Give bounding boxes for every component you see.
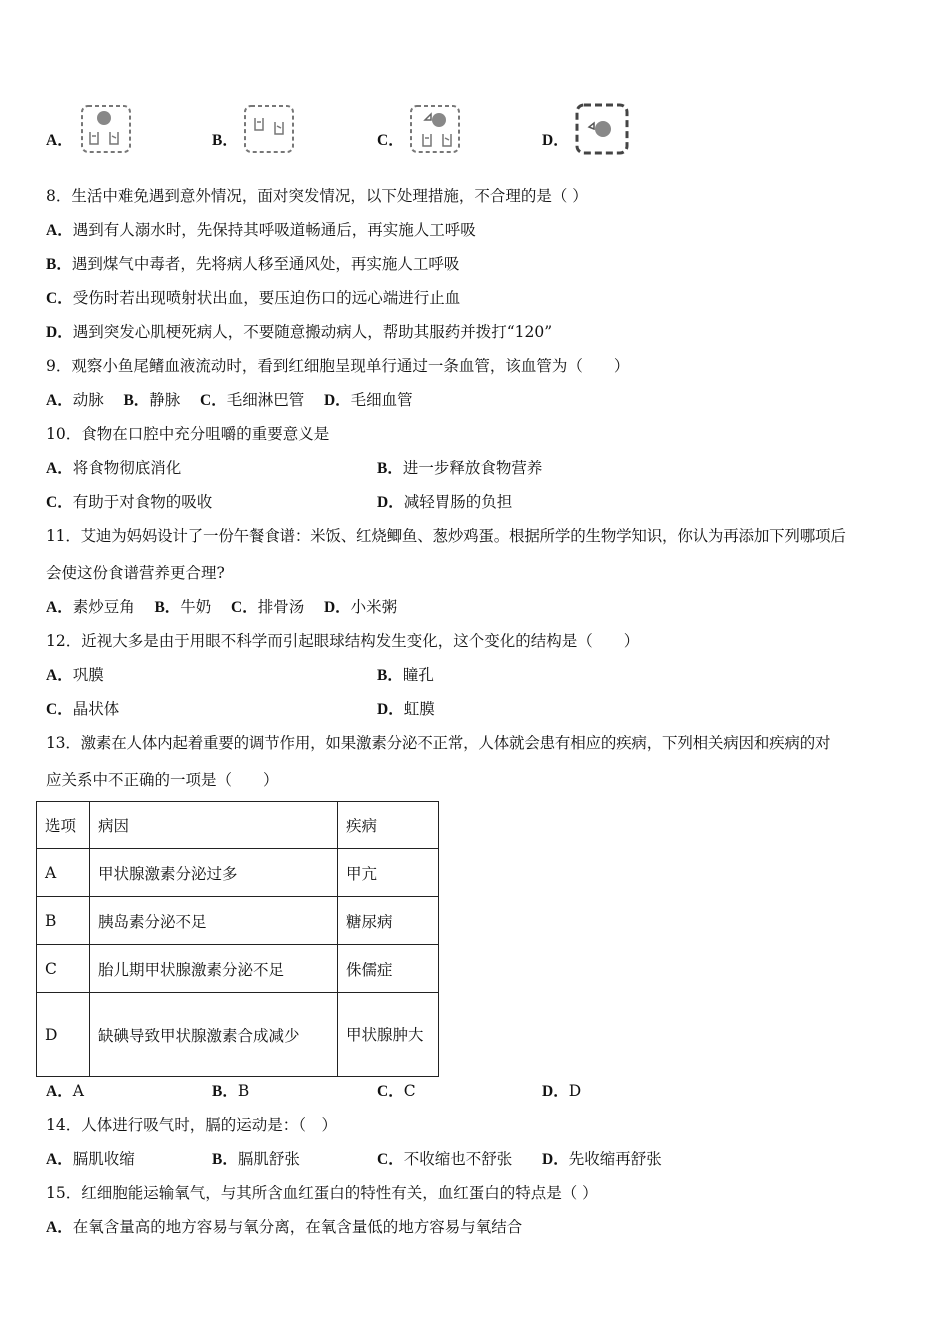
two-cups-icon xyxy=(243,104,295,154)
q11-stem-line2: 会使这份食谱营养更合理? xyxy=(46,564,225,582)
q8-stem: 8．生活中难免遇到意外情况，面对突发情况，以下处理措施，不合理的是（ ） xyxy=(46,187,588,205)
option-letter: B． xyxy=(377,667,403,684)
q13-stem-line1: 13．激素在人体内起着重要的调节作用，如果激素分泌不正常，人体就会患有相应的疾病，下列相关病因和疾病的对 xyxy=(46,734,831,752)
circle-arrow-cups-icon xyxy=(409,104,461,154)
figure-option-d-label: D． xyxy=(542,132,569,149)
table-cell: 侏儒症 xyxy=(338,945,439,993)
option-letter: B． xyxy=(123,392,150,409)
option-letter: C． xyxy=(46,494,73,511)
table-row xyxy=(37,993,439,1077)
table-cell: 甲状腺激素分泌过多 xyxy=(90,849,338,897)
option-text: 小米粥 xyxy=(350,598,398,616)
figure-c-diagram xyxy=(409,104,461,158)
option-letter: A． xyxy=(46,667,73,684)
option-text: 受伤时若出现喷射状出血，要压迫伤口的远心端进行止血 xyxy=(72,289,461,307)
option-letter: A． xyxy=(46,1219,73,1236)
q12-option-c xyxy=(46,699,119,720)
table-header-cell: 选项 xyxy=(37,802,90,849)
option-letter: B． xyxy=(377,460,403,477)
q13-option-a xyxy=(46,1081,84,1102)
option-text: 不收缩也不舒张 xyxy=(403,1150,513,1168)
option-text: A xyxy=(72,1082,84,1100)
q10-option-a xyxy=(46,458,181,479)
option-letter: B． xyxy=(46,256,72,273)
option-text: C xyxy=(403,1082,416,1100)
circle-arrow-icon xyxy=(575,103,629,155)
table-cell: D xyxy=(37,993,90,1077)
table-cell: A xyxy=(37,849,90,897)
q8-option-a xyxy=(46,220,476,241)
q12-option-b xyxy=(377,665,434,686)
option-letter: A． xyxy=(46,599,73,616)
q8-option-b xyxy=(46,254,459,275)
figure-b-diagram xyxy=(243,104,295,158)
option-text: 先收缩再舒张 xyxy=(568,1150,662,1168)
option-text: 在氧含量高的地方容易与氧分离，在氧含量低的地方容易与氧结合 xyxy=(72,1218,523,1236)
table-header-cell: 疾病 xyxy=(338,802,439,849)
option-text: 遇到煤气中毒者，先将病人移至通风处，再实施人工呼吸 xyxy=(71,255,460,273)
table-cell: 缺碘导致甲状腺激素合成减少 xyxy=(90,993,338,1077)
option-letter: C． xyxy=(200,392,227,409)
q8-option-d xyxy=(46,322,552,343)
option-text: 晶状体 xyxy=(72,700,120,718)
option-letter: A． xyxy=(46,1083,73,1100)
option-letter: A． xyxy=(46,392,73,409)
table-cell: 糖尿病 xyxy=(338,897,439,945)
q14-option-d xyxy=(542,1149,662,1170)
table-row xyxy=(37,897,439,945)
table-header-row xyxy=(37,802,439,849)
q11-options xyxy=(46,597,397,618)
option-text: 毛细血管 xyxy=(350,391,413,409)
table-cell: 甲状腺肿大 xyxy=(338,993,439,1077)
option-letter: D． xyxy=(46,324,73,341)
option-letter: D． xyxy=(542,1151,569,1168)
option-text: 膈肌收缩 xyxy=(72,1150,135,1168)
option-text: 进一步释放食物营养 xyxy=(402,459,543,477)
circle-with-cups-icon xyxy=(80,104,132,154)
option-letter: C． xyxy=(377,1151,404,1168)
table-row xyxy=(37,945,439,993)
q8-option-c xyxy=(46,288,460,309)
option-letter: D． xyxy=(377,494,404,511)
q13-table xyxy=(36,801,439,1077)
option-text: 瞳孔 xyxy=(402,666,434,684)
q15-option-a xyxy=(46,1217,522,1238)
figure-a-diagram xyxy=(80,104,132,158)
q15-stem: 15．红细胞能运输氧气，与其所含血红蛋白的特性有关，血红蛋白的特点是（ ） xyxy=(46,1184,598,1202)
option-letter: B． xyxy=(212,1151,238,1168)
table-cell: 甲亢 xyxy=(338,849,439,897)
q13-option-c xyxy=(377,1081,416,1102)
option-letter: A． xyxy=(46,1151,73,1168)
option-letter: B． xyxy=(154,599,181,616)
q10-option-c xyxy=(46,492,212,513)
option-letter: D． xyxy=(323,599,351,616)
option-letter: B． xyxy=(212,1083,238,1100)
option-text: 虹膜 xyxy=(403,700,435,718)
option-text: 动脉 xyxy=(72,391,104,409)
option-letter: C． xyxy=(46,290,73,307)
q14-stem: 14．人体进行吸气时，膈的运动是：（ ） xyxy=(46,1116,337,1134)
option-letter: A． xyxy=(46,460,73,477)
option-text: B xyxy=(237,1082,250,1100)
q10-stem: 10．食物在口腔中充分咀嚼的重要意义是 xyxy=(46,425,330,443)
figure-option-a-label: A． xyxy=(46,132,73,149)
option-text: 排骨汤 xyxy=(257,598,305,616)
option-letter: D． xyxy=(323,392,351,409)
option-text: 遇到突发心肌梗死病人，不要随意搬动病人，帮助其服药并拨打“120” xyxy=(72,323,553,341)
option-letter: C． xyxy=(46,701,73,718)
q14-option-c xyxy=(377,1149,512,1170)
q13-option-d xyxy=(542,1081,581,1102)
option-text: D xyxy=(568,1082,582,1100)
option-text: 膈肌舒张 xyxy=(237,1150,300,1168)
figure-option-c-label: C． xyxy=(377,132,404,149)
option-text: 毛细淋巴管 xyxy=(226,391,305,409)
q9-stem: 9．观察小鱼尾鳍血液流动时，看到红细胞呈现单行通过一条血管，该血管为（ ） xyxy=(46,357,630,375)
q10-option-d xyxy=(377,492,512,513)
option-text: 遇到有人溺水时，先保持其呼吸道畅通后，再实施人工呼吸 xyxy=(72,221,476,239)
figure-option-b-label: B． xyxy=(212,132,238,149)
q12-option-a xyxy=(46,665,104,686)
q14-option-b xyxy=(212,1149,300,1170)
q10-option-b xyxy=(377,458,542,479)
q13-option-b xyxy=(212,1081,249,1102)
q11-stem-line1: 11．艾迪为妈妈设计了一份午餐食谱：米饭、红烧鲫鱼、葱炒鸡蛋。根据所学的生物学知识，你认为再添加下列哪项后 xyxy=(46,527,846,545)
table-row xyxy=(37,849,439,897)
option-letter: A． xyxy=(46,222,73,239)
q14-option-a xyxy=(46,1149,135,1170)
table-cell: 胎儿期甲状腺激素分泌不足 xyxy=(90,945,338,993)
option-letter: D． xyxy=(542,1083,569,1100)
figure-d-diagram xyxy=(575,103,629,159)
table-header-cell: 病因 xyxy=(90,802,338,849)
q12-option-d xyxy=(377,699,435,720)
option-text: 静脉 xyxy=(149,391,181,409)
option-text: 将食物彻底消化 xyxy=(72,459,182,477)
option-letter: C． xyxy=(377,1083,404,1100)
option-text: 巩膜 xyxy=(72,666,104,684)
table-cell: C xyxy=(37,945,90,993)
option-text: 素炒豆角 xyxy=(72,598,135,616)
option-text: 有助于对食物的吸收 xyxy=(72,493,213,511)
q9-options xyxy=(46,390,413,411)
option-text: 牛奶 xyxy=(180,598,212,616)
table-cell: 胰岛素分泌不足 xyxy=(90,897,338,945)
q12-stem: 12．近视大多是由于用眼不科学而引起眼球结构发生变化，这个变化的结构是（ ） xyxy=(46,632,640,650)
table-cell: B xyxy=(37,897,90,945)
option-letter: C． xyxy=(231,599,258,616)
option-text: 减轻胃肠的负担 xyxy=(403,493,513,511)
q13-stem-line2: 应关系中不正确的一项是（ ） xyxy=(46,771,279,789)
option-letter: D． xyxy=(377,701,404,718)
